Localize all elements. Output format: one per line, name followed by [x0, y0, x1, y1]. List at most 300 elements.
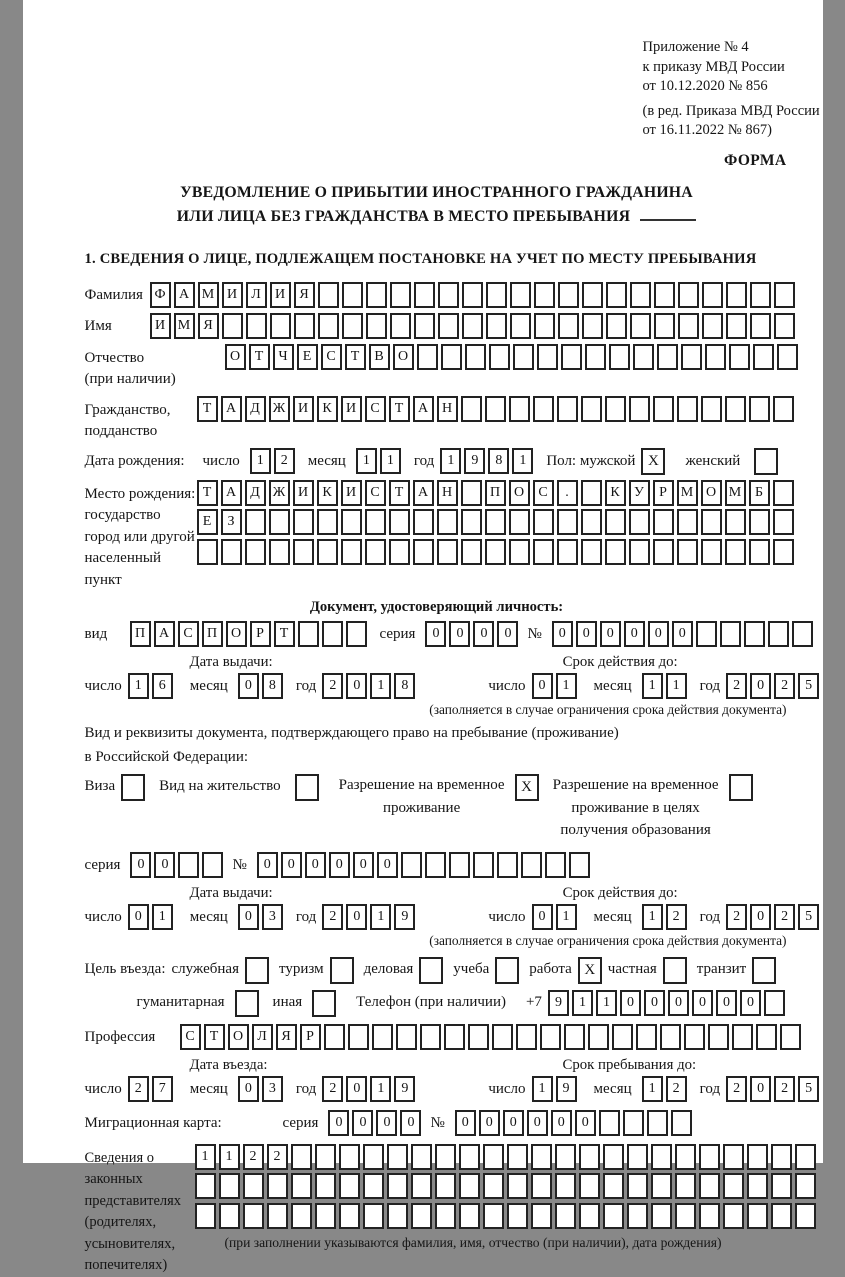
phone-input[interactable] — [548, 990, 788, 1016]
grid-cell[interactable]: 0 — [238, 1076, 259, 1102]
grid-cell[interactable] — [636, 1024, 657, 1050]
grid-cell[interactable]: 3 — [262, 1076, 283, 1102]
grid-cell[interactable] — [605, 396, 626, 422]
grid-cell[interactable] — [387, 1144, 408, 1170]
grid-cell[interactable] — [603, 1144, 624, 1170]
grid-cell[interactable]: 0 — [346, 904, 367, 930]
residence-valid-month[interactable] — [642, 904, 690, 930]
grid-cell[interactable] — [581, 509, 602, 535]
grid-cell[interactable] — [606, 313, 627, 339]
grid-cell[interactable] — [413, 539, 434, 565]
grid-cell[interactable] — [603, 1173, 624, 1199]
grid-cell[interactable] — [486, 313, 507, 339]
grid-cell[interactable] — [531, 1173, 552, 1199]
grid-cell[interactable] — [701, 539, 722, 565]
grid-cell[interactable] — [438, 313, 459, 339]
grid-cell[interactable] — [413, 509, 434, 535]
grid-cell[interactable] — [438, 282, 459, 308]
grid-cell[interactable]: 9 — [464, 448, 485, 474]
grid-cell[interactable] — [771, 1144, 792, 1170]
grid-cell[interactable] — [317, 539, 338, 565]
grid-cell[interactable] — [411, 1203, 432, 1229]
identity-issue-day[interactable] — [128, 673, 176, 699]
grid-cell[interactable] — [459, 1173, 480, 1199]
grid-cell[interactable]: С — [365, 396, 386, 422]
grid-cell[interactable]: 0 — [449, 621, 470, 647]
grid-cell[interactable] — [773, 509, 794, 535]
grid-cell[interactable] — [483, 1203, 504, 1229]
grid-cell[interactable] — [753, 344, 774, 370]
grid-cell[interactable] — [390, 313, 411, 339]
grid-cell[interactable] — [564, 1024, 585, 1050]
grid-cell[interactable]: К — [605, 480, 626, 506]
profession-input[interactable] — [180, 1024, 804, 1050]
grid-cell[interactable] — [708, 1024, 729, 1050]
doc-kind-input[interactable] — [130, 621, 370, 647]
grid-cell[interactable] — [629, 396, 650, 422]
grid-cell[interactable] — [627, 1173, 648, 1199]
grid-cell[interactable] — [555, 1144, 576, 1170]
grid-cell[interactable] — [747, 1173, 768, 1199]
grid-cell[interactable]: 2 — [726, 904, 747, 930]
grid-cell[interactable] — [435, 1173, 456, 1199]
grid-cell[interactable]: 1 — [440, 448, 461, 474]
grid-cell[interactable]: 2 — [274, 448, 295, 474]
grid-cell[interactable] — [555, 1173, 576, 1199]
grid-cell[interactable]: 0 — [238, 904, 259, 930]
grid-cell[interactable] — [605, 539, 626, 565]
grid-cell[interactable]: 1 — [642, 673, 663, 699]
grid-cell[interactable] — [219, 1203, 240, 1229]
grid-cell[interactable] — [435, 1203, 456, 1229]
grid-cell[interactable]: 1 — [250, 448, 271, 474]
grid-cell[interactable]: Ф — [150, 282, 171, 308]
grid-cell[interactable]: Ж — [269, 396, 290, 422]
grid-cell[interactable]: 0 — [672, 621, 693, 647]
grid-cell[interactable]: Т — [274, 621, 295, 647]
grid-cell[interactable]: 0 — [353, 852, 374, 878]
grid-cell[interactable] — [324, 1024, 345, 1050]
birth-year-input[interactable] — [440, 448, 536, 474]
grid-cell[interactable] — [744, 621, 765, 647]
grid-cell[interactable] — [346, 621, 367, 647]
grid-cell[interactable] — [671, 1110, 692, 1136]
grid-cell[interactable] — [555, 1203, 576, 1229]
grid-cell[interactable]: 0 — [552, 621, 573, 647]
grid-cell[interactable] — [389, 509, 410, 535]
grid-cell[interactable] — [627, 1203, 648, 1229]
grid-cell[interactable]: 9 — [556, 1076, 577, 1102]
grid-cell[interactable] — [623, 1110, 644, 1136]
grid-cell[interactable]: Д — [245, 396, 266, 422]
grid-cell[interactable] — [437, 539, 458, 565]
grid-cell[interactable]: 0 — [648, 621, 669, 647]
grid-cell[interactable]: 2 — [774, 904, 795, 930]
birth-day-input[interactable] — [250, 448, 298, 474]
purpose-business-checkbox[interactable] — [419, 957, 443, 984]
grid-cell[interactable]: 1 — [666, 673, 687, 699]
grid-cell[interactable] — [366, 313, 387, 339]
grid-cell[interactable] — [459, 1144, 480, 1170]
male-checkbox[interactable]: X — [641, 448, 665, 475]
grid-cell[interactable]: 0 — [473, 621, 494, 647]
grid-cell[interactable]: 1 — [195, 1144, 216, 1170]
grid-cell[interactable] — [647, 1110, 668, 1136]
grid-cell[interactable]: Я — [294, 282, 315, 308]
grid-cell[interactable] — [267, 1173, 288, 1199]
grid-cell[interactable] — [537, 344, 558, 370]
grid-cell[interactable] — [348, 1024, 369, 1050]
entry-day[interactable] — [128, 1076, 176, 1102]
grid-cell[interactable] — [677, 509, 698, 535]
grid-cell[interactable] — [509, 396, 530, 422]
grid-cell[interactable]: 0 — [128, 904, 149, 930]
grid-cell[interactable]: 0 — [352, 1110, 373, 1136]
grid-cell[interactable] — [365, 509, 386, 535]
grid-cell[interactable]: Я — [198, 313, 219, 339]
grid-cell[interactable]: 1 — [642, 1076, 663, 1102]
grid-cell[interactable]: Ж — [269, 480, 290, 506]
grid-cell[interactable]: П — [202, 621, 223, 647]
grid-cell[interactable] — [485, 509, 506, 535]
grid-cell[interactable] — [677, 396, 698, 422]
grid-cell[interactable]: Е — [297, 344, 318, 370]
grid-cell[interactable] — [473, 852, 494, 878]
grid-cell[interactable] — [270, 313, 291, 339]
grid-cell[interactable] — [513, 344, 534, 370]
grid-cell[interactable] — [612, 1024, 633, 1050]
grid-cell[interactable] — [681, 344, 702, 370]
grid-cell[interactable] — [293, 509, 314, 535]
grid-cell[interactable] — [293, 539, 314, 565]
residence-issue-year[interactable] — [322, 904, 418, 930]
grid-cell[interactable] — [545, 852, 566, 878]
grid-cell[interactable]: А — [221, 396, 242, 422]
grid-cell[interactable]: 1 — [128, 673, 149, 699]
grid-cell[interactable]: И — [293, 480, 314, 506]
grid-cell[interactable]: 0 — [377, 852, 398, 878]
grid-cell[interactable] — [630, 313, 651, 339]
grid-cell[interactable] — [558, 282, 579, 308]
grid-cell[interactable] — [387, 1203, 408, 1229]
grid-cell[interactable] — [411, 1144, 432, 1170]
grid-cell[interactable] — [219, 1173, 240, 1199]
doc-number-input[interactable] — [552, 621, 816, 647]
grid-cell[interactable] — [243, 1173, 264, 1199]
grid-cell[interactable] — [387, 1173, 408, 1199]
purpose-work-checkbox[interactable]: X — [578, 957, 602, 984]
grid-cell[interactable] — [540, 1024, 561, 1050]
grid-cell[interactable] — [485, 396, 506, 422]
grid-cell[interactable]: 0 — [527, 1110, 548, 1136]
grid-cell[interactable] — [795, 1144, 816, 1170]
grid-cell[interactable]: А — [413, 480, 434, 506]
grid-cell[interactable]: 2 — [128, 1076, 149, 1102]
grid-cell[interactable] — [705, 344, 726, 370]
female-checkbox[interactable] — [754, 448, 778, 475]
grid-cell[interactable] — [699, 1203, 720, 1229]
grid-cell[interactable] — [461, 509, 482, 535]
grid-cell[interactable] — [696, 621, 717, 647]
grid-cell[interactable]: 9 — [548, 990, 569, 1016]
grid-cell[interactable] — [627, 1144, 648, 1170]
grid-cell[interactable]: 0 — [130, 852, 151, 878]
visa-checkbox[interactable] — [121, 774, 145, 801]
grid-cell[interactable]: К — [317, 480, 338, 506]
grid-cell[interactable] — [318, 282, 339, 308]
grid-cell[interactable]: 0 — [154, 852, 175, 878]
grid-cell[interactable]: 1 — [370, 673, 391, 699]
grid-cell[interactable] — [699, 1144, 720, 1170]
grid-cell[interactable] — [729, 344, 750, 370]
grid-cell[interactable]: 1 — [370, 1076, 391, 1102]
grid-cell[interactable] — [660, 1024, 681, 1050]
grid-cell[interactable]: . — [557, 480, 578, 506]
grid-cell[interactable] — [678, 282, 699, 308]
grid-cell[interactable] — [749, 509, 770, 535]
grid-cell[interactable]: 0 — [750, 1076, 771, 1102]
grid-cell[interactable]: 0 — [455, 1110, 476, 1136]
grid-cell[interactable] — [417, 344, 438, 370]
identity-valid-month[interactable] — [642, 673, 690, 699]
identity-issue-month[interactable] — [238, 673, 286, 699]
citizenship-input[interactable] — [197, 396, 797, 422]
grid-cell[interactable] — [267, 1203, 288, 1229]
grid-cell[interactable] — [750, 313, 771, 339]
grid-cell[interactable]: Р — [300, 1024, 321, 1050]
grid-cell[interactable]: Т — [345, 344, 366, 370]
grid-cell[interactable] — [363, 1173, 384, 1199]
grid-cell[interactable] — [492, 1024, 513, 1050]
grid-cell[interactable] — [599, 1110, 620, 1136]
grid-cell[interactable]: И — [222, 282, 243, 308]
grid-cell[interactable] — [390, 282, 411, 308]
grid-cell[interactable]: 0 — [575, 1110, 596, 1136]
grid-cell[interactable]: 0 — [600, 621, 621, 647]
grid-cell[interactable] — [579, 1203, 600, 1229]
residence-issue-day[interactable] — [128, 904, 176, 930]
grid-cell[interactable] — [489, 344, 510, 370]
grid-cell[interactable]: 1 — [642, 904, 663, 930]
grid-cell[interactable] — [461, 396, 482, 422]
birthplace-row3-input[interactable] — [197, 539, 797, 565]
surname-input[interactable] — [150, 282, 798, 308]
grid-cell[interactable]: С — [178, 621, 199, 647]
grid-cell[interactable]: 0 — [376, 1110, 397, 1136]
birthplace-row1-input[interactable] — [197, 480, 797, 506]
grid-cell[interactable] — [441, 344, 462, 370]
grid-cell[interactable] — [459, 1203, 480, 1229]
grid-cell[interactable] — [462, 282, 483, 308]
purpose-official-checkbox[interactable] — [245, 957, 269, 984]
grid-cell[interactable] — [363, 1144, 384, 1170]
grid-cell[interactable] — [701, 509, 722, 535]
grid-cell[interactable] — [485, 539, 506, 565]
grid-cell[interactable] — [723, 1173, 744, 1199]
migration-number-input[interactable] — [455, 1110, 695, 1136]
grid-cell[interactable]: 2 — [322, 1076, 343, 1102]
grid-cell[interactable]: Р — [653, 480, 674, 506]
grid-cell[interactable]: Л — [252, 1024, 273, 1050]
grid-cell[interactable]: 0 — [576, 621, 597, 647]
grid-cell[interactable] — [561, 344, 582, 370]
grid-cell[interactable] — [509, 539, 530, 565]
name-input[interactable] — [150, 313, 798, 339]
grid-cell[interactable]: 0 — [750, 904, 771, 930]
grid-cell[interactable]: В — [369, 344, 390, 370]
grid-cell[interactable]: Т — [204, 1024, 225, 1050]
grid-cell[interactable] — [579, 1144, 600, 1170]
grid-cell[interactable] — [581, 539, 602, 565]
entry-year[interactable] — [322, 1076, 418, 1102]
grid-cell[interactable]: 0 — [716, 990, 737, 1016]
identity-issue-year[interactable] — [322, 673, 418, 699]
grid-cell[interactable]: И — [293, 396, 314, 422]
grid-cell[interactable] — [486, 282, 507, 308]
grid-cell[interactable] — [558, 313, 579, 339]
grid-cell[interactable] — [684, 1024, 705, 1050]
grid-cell[interactable]: 0 — [503, 1110, 524, 1136]
grid-cell[interactable]: 0 — [692, 990, 713, 1016]
grid-cell[interactable] — [363, 1203, 384, 1229]
grid-cell[interactable] — [795, 1203, 816, 1229]
grid-cell[interactable] — [389, 539, 410, 565]
purpose-other-checkbox[interactable] — [312, 990, 336, 1017]
grid-cell[interactable] — [365, 539, 386, 565]
grid-cell[interactable]: А — [413, 396, 434, 422]
residence-issue-month[interactable] — [238, 904, 286, 930]
patronymic-input[interactable] — [225, 344, 801, 370]
grid-cell[interactable] — [339, 1144, 360, 1170]
grid-cell[interactable]: 6 — [152, 673, 173, 699]
grid-cell[interactable] — [702, 282, 723, 308]
grid-cell[interactable] — [723, 1144, 744, 1170]
grid-cell[interactable] — [750, 282, 771, 308]
grid-cell[interactable] — [725, 539, 746, 565]
grid-cell[interactable] — [773, 396, 794, 422]
grid-cell[interactable]: 1 — [572, 990, 593, 1016]
grid-cell[interactable] — [747, 1144, 768, 1170]
grid-cell[interactable]: 5 — [798, 904, 819, 930]
grid-cell[interactable] — [315, 1144, 336, 1170]
grid-cell[interactable]: 1 — [356, 448, 377, 474]
grid-cell[interactable]: 0 — [644, 990, 665, 1016]
grid-cell[interactable] — [414, 282, 435, 308]
temp-residence-edu-checkbox[interactable] — [729, 774, 753, 801]
identity-valid-day[interactable] — [532, 673, 580, 699]
grid-cell[interactable] — [651, 1203, 672, 1229]
grid-cell[interactable]: К — [317, 396, 338, 422]
grid-cell[interactable]: Л — [246, 282, 267, 308]
grid-cell[interactable]: М — [174, 313, 195, 339]
grid-cell[interactable]: П — [130, 621, 151, 647]
grid-cell[interactable] — [773, 539, 794, 565]
grid-cell[interactable] — [774, 313, 795, 339]
grid-cell[interactable]: Н — [437, 396, 458, 422]
grid-cell[interactable] — [414, 313, 435, 339]
grid-cell[interactable]: С — [533, 480, 554, 506]
grid-cell[interactable] — [768, 621, 789, 647]
grid-cell[interactable] — [465, 344, 486, 370]
grid-cell[interactable] — [435, 1144, 456, 1170]
grid-cell[interactable]: 8 — [488, 448, 509, 474]
grid-cell[interactable]: 2 — [666, 904, 687, 930]
grid-cell[interactable] — [557, 396, 578, 422]
grid-cell[interactable] — [315, 1203, 336, 1229]
grid-cell[interactable] — [534, 313, 555, 339]
birth-month-input[interactable] — [356, 448, 404, 474]
grid-cell[interactable] — [510, 313, 531, 339]
grid-cell[interactable]: С — [321, 344, 342, 370]
grid-cell[interactable]: 1 — [596, 990, 617, 1016]
grid-cell[interactable] — [725, 509, 746, 535]
grid-cell[interactable] — [178, 852, 199, 878]
grid-cell[interactable] — [202, 852, 223, 878]
grid-cell[interactable] — [732, 1024, 753, 1050]
grid-cell[interactable] — [425, 852, 446, 878]
grid-cell[interactable]: 2 — [267, 1144, 288, 1170]
grid-cell[interactable] — [677, 539, 698, 565]
grid-cell[interactable]: Я — [276, 1024, 297, 1050]
grid-cell[interactable] — [516, 1024, 537, 1050]
grid-cell[interactable]: 0 — [305, 852, 326, 878]
grid-cell[interactable] — [315, 1173, 336, 1199]
grid-cell[interactable] — [654, 282, 675, 308]
grid-cell[interactable]: 9 — [394, 904, 415, 930]
grid-cell[interactable] — [773, 480, 794, 506]
grid-cell[interactable]: З — [221, 509, 242, 535]
grid-cell[interactable]: Б — [749, 480, 770, 506]
stay-year[interactable] — [726, 1076, 822, 1102]
grid-cell[interactable]: М — [725, 480, 746, 506]
grid-cell[interactable]: 2 — [666, 1076, 687, 1102]
grid-cell[interactable]: И — [270, 282, 291, 308]
grid-cell[interactable]: 1 — [380, 448, 401, 474]
grid-cell[interactable] — [509, 509, 530, 535]
residence-number-input[interactable] — [257, 852, 593, 878]
grid-cell[interactable]: 0 — [479, 1110, 500, 1136]
grid-cell[interactable] — [197, 539, 218, 565]
grid-cell[interactable]: 7 — [152, 1076, 173, 1102]
grid-cell[interactable] — [777, 344, 798, 370]
grid-cell[interactable] — [497, 852, 518, 878]
grid-cell[interactable]: И — [341, 396, 362, 422]
stay-place-blank[interactable] — [640, 205, 696, 221]
grid-cell[interactable]: 8 — [394, 673, 415, 699]
grid-cell[interactable] — [792, 621, 813, 647]
grid-cell[interactable] — [726, 313, 747, 339]
grid-cell[interactable] — [771, 1203, 792, 1229]
grid-cell[interactable]: 0 — [668, 990, 689, 1016]
grid-cell[interactable]: А — [154, 621, 175, 647]
grid-cell[interactable]: 0 — [400, 1110, 421, 1136]
grid-cell[interactable] — [298, 621, 319, 647]
grid-cell[interactable]: Д — [245, 480, 266, 506]
birthplace-row2-input[interactable] — [197, 509, 797, 535]
grid-cell[interactable] — [531, 1203, 552, 1229]
grid-cell[interactable]: С — [180, 1024, 201, 1050]
grid-cell[interactable] — [764, 990, 785, 1016]
grid-cell[interactable] — [449, 852, 470, 878]
grid-cell[interactable] — [653, 396, 674, 422]
grid-cell[interactable] — [557, 509, 578, 535]
grid-cell[interactable] — [533, 396, 554, 422]
purpose-humanitarian-checkbox[interactable] — [235, 990, 259, 1017]
grid-cell[interactable]: Н — [437, 480, 458, 506]
grid-cell[interactable] — [675, 1144, 696, 1170]
grid-cell[interactable] — [629, 509, 650, 535]
grid-cell[interactable]: 2 — [322, 904, 343, 930]
